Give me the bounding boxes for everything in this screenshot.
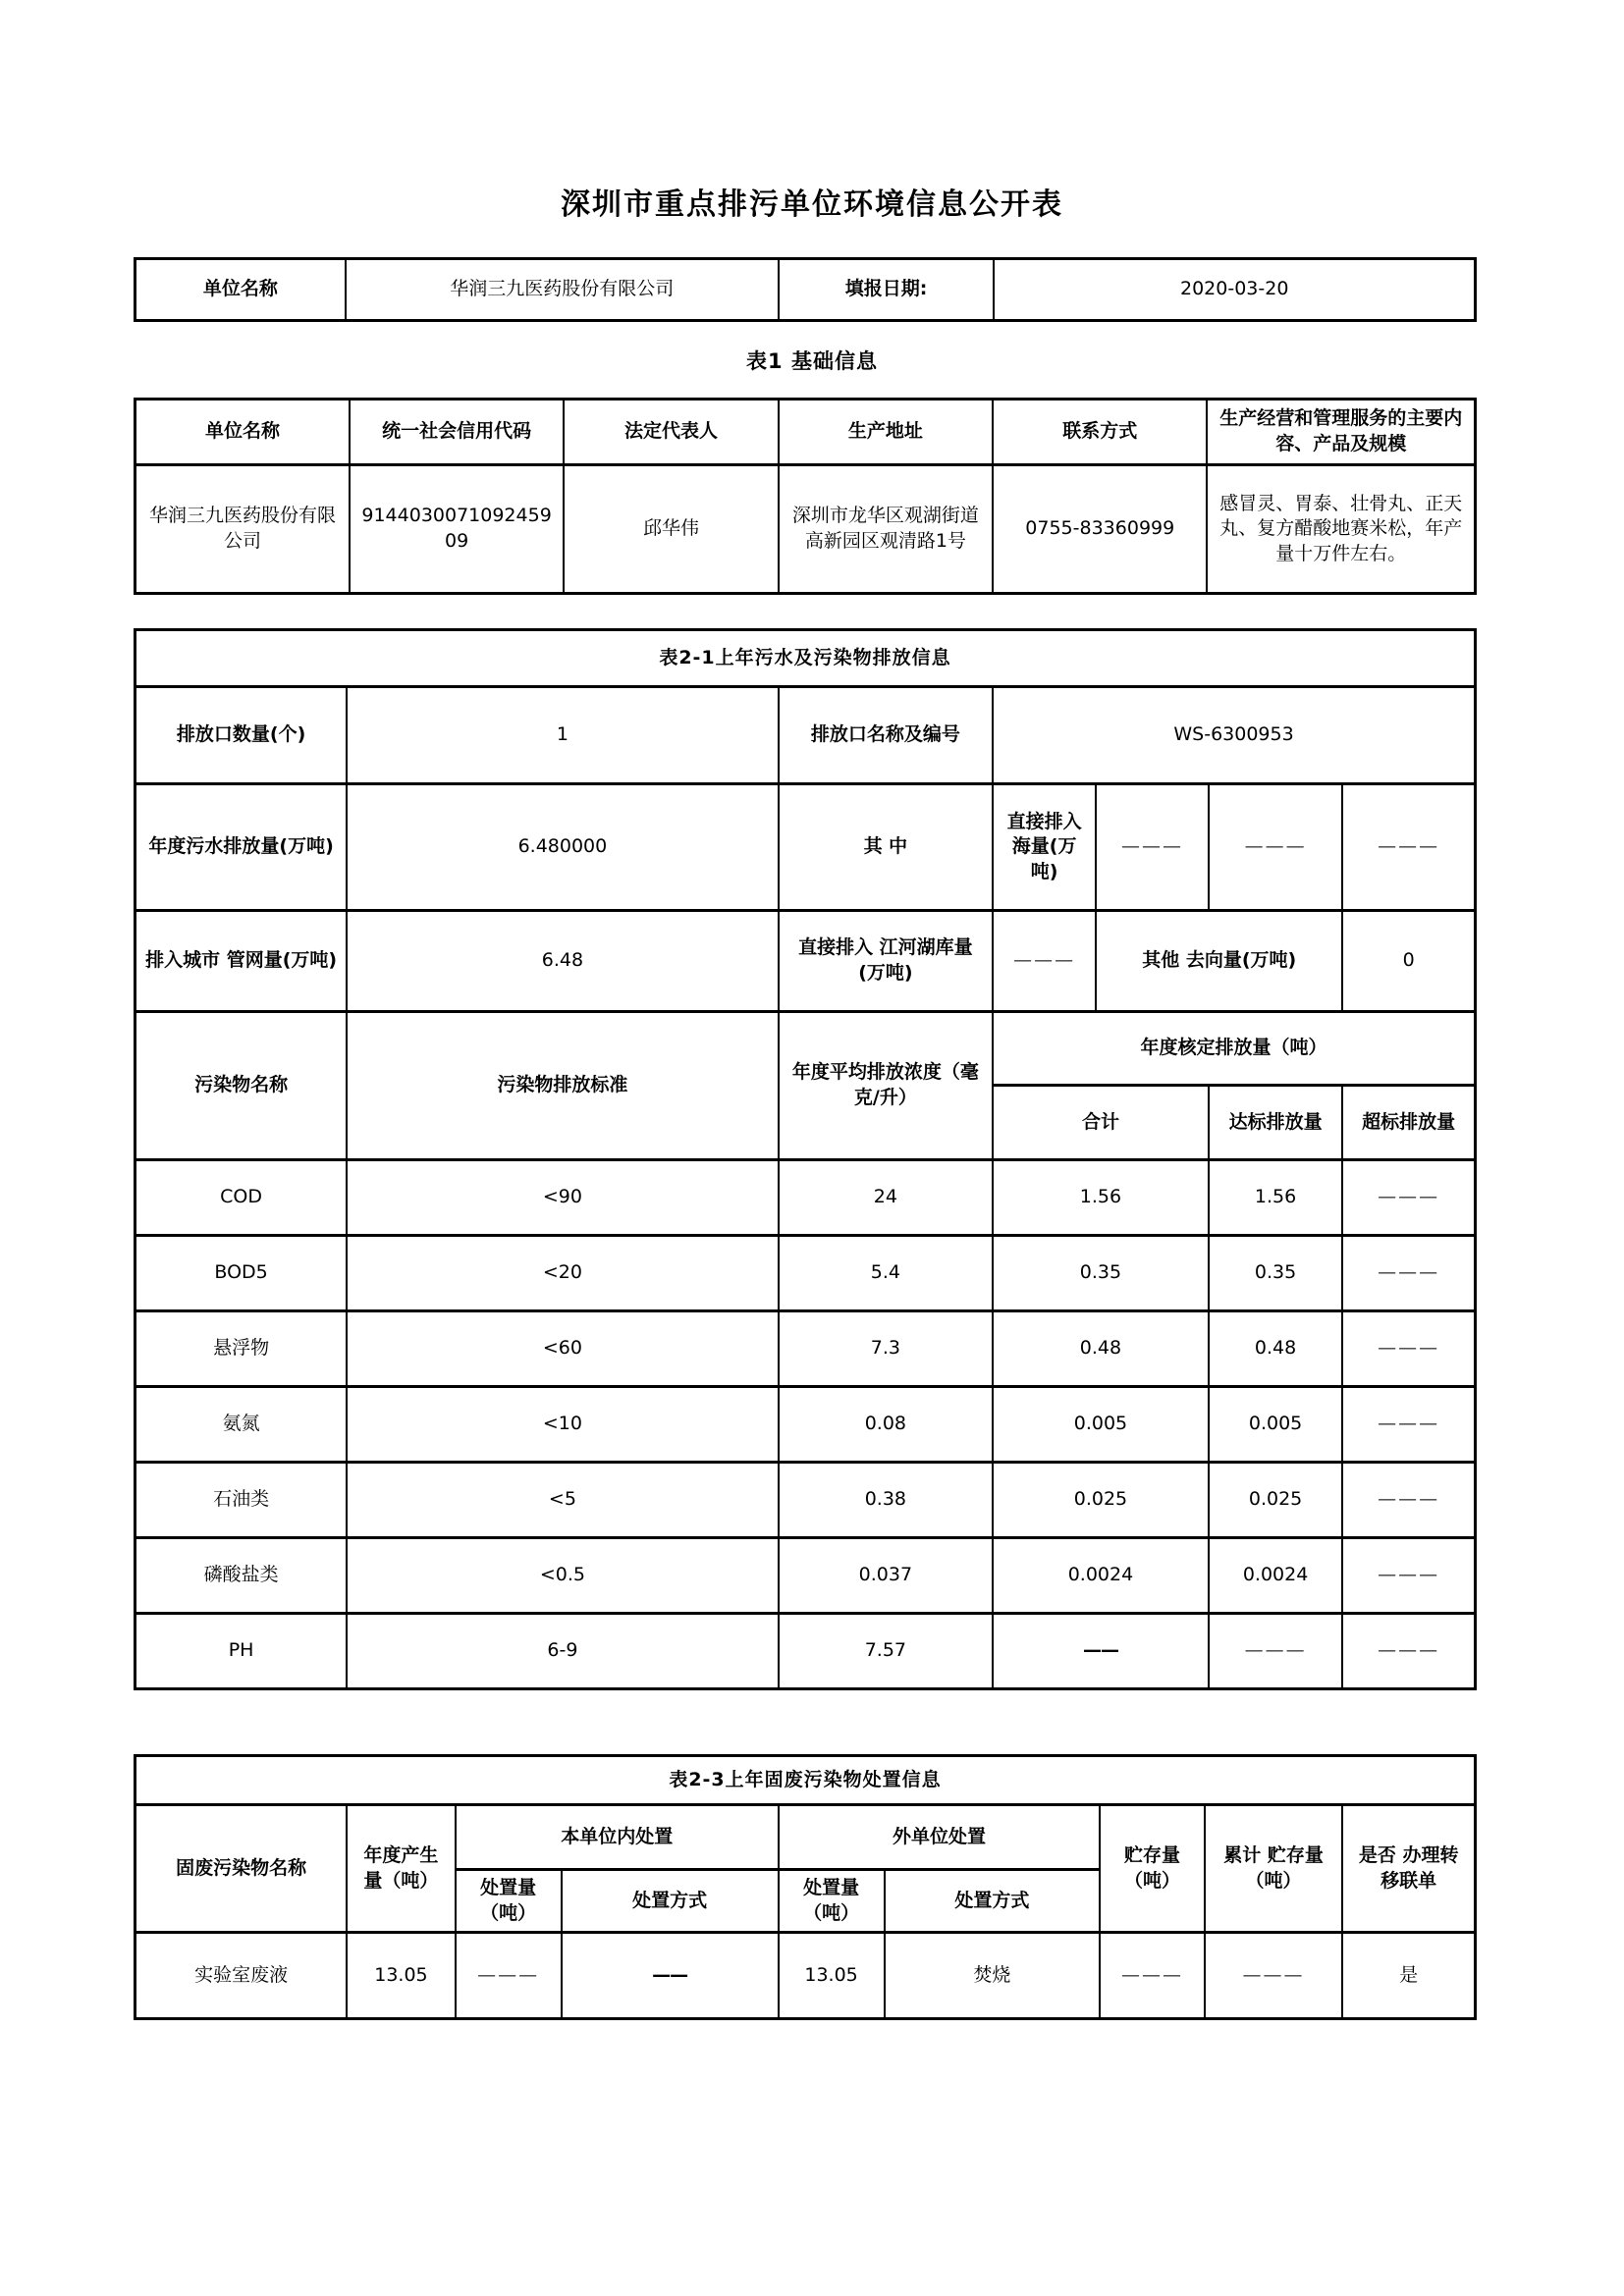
pollutant-concentration-cell: 0.037	[779, 1538, 993, 1614]
pollutant-concentration-cell: 0.38	[779, 1463, 993, 1538]
outlet-name-label: 排放口名称及编号	[779, 687, 993, 784]
pollutant-row-bod5	[135, 1236, 1476, 1311]
pollutant-concentration-cell: 5.4	[779, 1236, 993, 1311]
annual-amount-cell: 13.05	[347, 1933, 456, 2019]
basic-info-table	[134, 398, 1477, 595]
pollutant-name-cell: 石油类	[135, 1463, 348, 1538]
annual-approved-header: 年度核定排放量（吨）	[993, 1012, 1475, 1086]
pollutant-total-cell: 0.35	[993, 1236, 1209, 1311]
river-discharge-label: 直接排入 江河湖库量 (万吨)	[779, 911, 993, 1012]
exceed-header: 超标排放量	[1342, 1086, 1475, 1160]
pollutant-row-petroleum	[135, 1463, 1476, 1538]
pollutant-concentration-header: 年度平均排放浓度（毫克/升）	[779, 1012, 993, 1160]
pollutant-row-cod	[135, 1160, 1476, 1236]
pollutant-standard-cell: <10	[347, 1387, 779, 1463]
pipe-network-label: 排入城市 管网量(万吨)	[135, 911, 348, 1012]
external-amount-cell: 13.05	[779, 1933, 885, 2019]
outlet-count-label: 排放口数量(个)	[135, 687, 348, 784]
header-credit-code: 统一社会信用代码	[350, 400, 564, 465]
basic-info-data-row	[135, 465, 1476, 594]
pollutant-row-nh3n	[135, 1387, 1476, 1463]
pollutant-row-phosphate	[135, 1538, 1476, 1614]
pollutant-compliant-cell: 1.56	[1209, 1160, 1343, 1236]
pollutant-concentration-cell: 0.08	[779, 1387, 993, 1463]
solid-waste-header-row-1	[135, 1805, 1476, 1870]
internal-amount-header: 处置量（吨）	[456, 1870, 562, 1933]
solid-waste-data-row	[135, 1933, 1476, 2019]
sea-discharge-dash-3: ———	[1342, 784, 1475, 911]
internal-disposal-header: 本单位内处置	[456, 1805, 779, 1870]
pollutant-total-cell: 0.0024	[993, 1538, 1209, 1614]
pollutant-compliant-cell: 0.025	[1209, 1463, 1343, 1538]
pipe-network-value: 6.48	[347, 911, 779, 1012]
cell-business-scope: 感冒灵、胃泰、壮骨丸、正天丸、复方醋酸地赛米松，年产量十万件左右。	[1207, 465, 1475, 594]
pollutant-standard-cell: <60	[347, 1311, 779, 1387]
pollutant-compliant-cell: 0.005	[1209, 1387, 1343, 1463]
pollutant-concentration-cell: 7.57	[779, 1614, 993, 1689]
pollutant-name-cell: COD	[135, 1160, 348, 1236]
sea-discharge-dash-1: ———	[1096, 784, 1209, 911]
solid-waste-table-title: 表2-3上年固废污染物处置信息	[135, 1756, 1476, 1805]
pollutant-name-header: 污染物名称	[135, 1012, 348, 1160]
basic-info-header-row	[135, 400, 1476, 465]
pollutant-concentration-cell: 24	[779, 1160, 993, 1236]
outlet-name-value: WS-6300953	[993, 687, 1475, 784]
header-unit-name: 单位名称	[135, 400, 350, 465]
sea-discharge-dash-2: ———	[1209, 784, 1343, 911]
other-destination-value: 0	[1342, 911, 1475, 1012]
storage-cell: ———	[1100, 1933, 1204, 2019]
pollutant-exceed-cell: ———	[1342, 1236, 1475, 1311]
header-contact: 联系方式	[993, 400, 1207, 465]
pollutant-total-cell: 0.025	[993, 1463, 1209, 1538]
cell-address: 深圳市龙华区观湖街道高新园区观清路1号	[779, 465, 993, 594]
pollutant-total-cell: ——	[993, 1614, 1209, 1689]
outlet-count-value: 1	[347, 687, 779, 784]
pollutant-standard-cell: <20	[347, 1236, 779, 1311]
wastewater-table-title: 表2-1上年污水及污染物排放信息	[135, 630, 1476, 687]
pollutant-name-cell: 磷酸盐类	[135, 1538, 348, 1614]
pollutant-standard-cell: 6-9	[347, 1614, 779, 1689]
pollutant-compliant-cell: 0.48	[1209, 1311, 1343, 1387]
pollutant-name-cell: BOD5	[135, 1236, 348, 1311]
annual-discharge-value: 6.480000	[347, 784, 779, 911]
pollutant-exceed-cell: ———	[1342, 1538, 1475, 1614]
table1-caption: 表1 基础信息	[746, 349, 878, 373]
pollutant-exceed-cell: ———	[1342, 1311, 1475, 1387]
river-discharge-value: ———	[993, 911, 1096, 1012]
internal-method-header: 处置方式	[562, 1870, 779, 1933]
pollutant-standard-header: 污染物排放标准	[347, 1012, 779, 1160]
pollutant-row-ss	[135, 1311, 1476, 1387]
external-disposal-header: 外单位处置	[779, 1805, 1101, 1870]
storage-header: 贮存量（吨）	[1100, 1805, 1204, 1933]
among-which-label: 其 中	[779, 784, 993, 911]
pollutant-compliant-cell: 0.35	[1209, 1236, 1343, 1311]
compliant-header: 达标排放量	[1209, 1086, 1343, 1160]
report-date-value: 2020-03-20	[994, 259, 1475, 321]
other-destination-label: 其他 去向量(万吨)	[1096, 911, 1342, 1012]
pipe-network-row	[135, 911, 1476, 1012]
pollutant-total-cell: 0.005	[993, 1387, 1209, 1463]
pollutant-name-cell: 氨氮	[135, 1387, 348, 1463]
solid-waste-table	[134, 1754, 1477, 2020]
pollutant-header-row-1	[135, 1012, 1476, 1086]
sea-discharge-label: 直接排入海量(万吨)	[993, 784, 1096, 911]
external-amount-header: 处置量（吨）	[779, 1870, 885, 1933]
wastewater-table	[134, 628, 1477, 1690]
report-header-row	[135, 259, 1476, 321]
annual-amount-header: 年度产生量（吨）	[347, 1805, 456, 1933]
pollutant-compliant-cell: ———	[1209, 1614, 1343, 1689]
document-title: 深圳市重点排污单位环境信息公开表	[561, 187, 1063, 222]
pollutant-standard-cell: <90	[347, 1160, 779, 1236]
pollutant-concentration-cell: 7.3	[779, 1311, 993, 1387]
internal-method-cell: ——	[562, 1933, 779, 2019]
pollutant-name-cell: PH	[135, 1614, 348, 1689]
cell-contact: 0755-83360999	[993, 465, 1207, 594]
transfer-form-header: 是否 办理转移联单	[1342, 1805, 1475, 1933]
pollutant-exceed-cell: ———	[1342, 1160, 1475, 1236]
pollutant-compliant-cell: 0.0024	[1209, 1538, 1343, 1614]
waste-name-cell: 实验室废液	[135, 1933, 348, 2019]
pollutant-standard-cell: <0.5	[347, 1538, 779, 1614]
pollutant-row-ph	[135, 1614, 1476, 1689]
pollutant-exceed-cell: ———	[1342, 1387, 1475, 1463]
transfer-form-cell: 是	[1342, 1933, 1475, 2019]
cell-unit-name: 华润三九医药股份有限公司	[135, 465, 350, 594]
report-date-label: 填报日期:	[779, 259, 995, 321]
unit-name-value: 华润三九医药股份有限公司	[346, 259, 779, 321]
header-address: 生产地址	[779, 400, 993, 465]
waste-name-header: 固废污染物名称	[135, 1805, 348, 1933]
external-method-cell: 焚烧	[885, 1933, 1101, 2019]
pollutant-standard-cell: <5	[347, 1463, 779, 1538]
external-method-header: 处置方式	[885, 1870, 1101, 1933]
unit-name-label: 单位名称	[135, 259, 346, 321]
internal-amount-cell: ———	[456, 1933, 562, 2019]
cumulative-storage-cell: ———	[1205, 1933, 1343, 2019]
cell-legal-rep: 邱华伟	[564, 465, 778, 594]
pollutant-total-cell: 1.56	[993, 1160, 1209, 1236]
pollutant-exceed-cell: ———	[1342, 1463, 1475, 1538]
cumulative-storage-header: 累计 贮存量（吨）	[1205, 1805, 1343, 1933]
total-header: 合计	[993, 1086, 1209, 1160]
header-legal-rep: 法定代表人	[564, 400, 778, 465]
pollutant-exceed-cell: ———	[1342, 1614, 1475, 1689]
header-business-scope: 生产经营和管理服务的主要内容、产品及规模	[1207, 400, 1475, 465]
wastewater-title-row	[135, 630, 1476, 687]
pollutant-name-cell: 悬浮物	[135, 1311, 348, 1387]
solid-waste-title-row	[135, 1756, 1476, 1805]
pollutant-total-cell: 0.48	[993, 1311, 1209, 1387]
outlet-row	[135, 687, 1476, 784]
report-header-table	[134, 257, 1477, 322]
annual-discharge-row	[135, 784, 1476, 911]
cell-credit-code: 914403007109245909	[350, 465, 564, 594]
annual-discharge-label: 年度污水排放量(万吨)	[135, 784, 348, 911]
